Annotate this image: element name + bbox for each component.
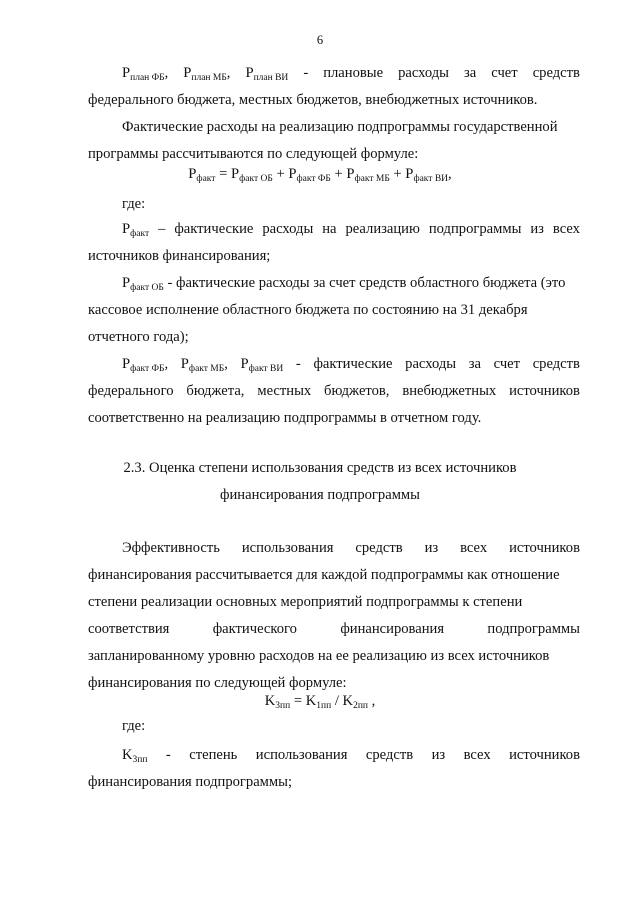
heading-line: 2.3. Оценка степени использования средств из всех источников: [123, 460, 517, 476]
word: бюджета,: [186, 383, 245, 399]
text-line: Фактические расходы на реализацию подпрограммы государственной: [122, 119, 558, 135]
justified-line: [88, 616, 580, 643]
word: счет: [493, 356, 521, 372]
word: –: [158, 221, 166, 237]
text-line: степени реализации основных мероприятий подпрограммы к степени: [88, 594, 523, 610]
text-line: кассовое исполнение областного бюджета по состоянию на 31 декабря: [88, 302, 528, 318]
word: $P_{факт ВИ}$: [240, 356, 284, 374]
word: фактические: [174, 221, 254, 237]
justified-line: [88, 60, 580, 87]
text-line: отчетного года);: [88, 329, 189, 345]
word: $P_{план ВИ}$: [245, 65, 289, 83]
word: $K_{3пп}$: [122, 747, 148, 765]
word: расходы: [405, 356, 457, 372]
word: внебюджетных: [402, 383, 497, 399]
word: средств: [532, 356, 580, 372]
word: соответствия: [88, 621, 170, 637]
word: бюджетов,: [324, 383, 390, 399]
justified-line: [88, 535, 580, 562]
word: за: [468, 356, 481, 372]
text-line: $P_{факт ОБ}$ - фактические расходы за счет средств областного бюджета (это: [122, 275, 566, 293]
word: из: [431, 747, 446, 763]
word: плановые: [323, 65, 384, 81]
word: фактического: [212, 621, 297, 637]
word: средств: [365, 747, 414, 763]
paragraph-p-fact-ob-definition: [88, 270, 580, 351]
word: подпрограммы: [487, 621, 580, 637]
text-line: финансирования подпрограммы;: [88, 774, 293, 790]
word: $P_{факт}$: [122, 221, 150, 239]
word: подпрограммы: [428, 221, 522, 237]
text-line: финансирования по следующей формуле:: [88, 675, 347, 691]
word: расходы: [398, 65, 449, 81]
word: всех: [460, 540, 488, 556]
justified-line: [88, 351, 580, 378]
word: источников: [509, 383, 580, 399]
justified-line: [88, 742, 580, 769]
text-line: федерального бюджета, местных бюджетов, внебюджетных источников.: [88, 92, 538, 108]
word: $P_{план МБ}$,: [183, 65, 231, 83]
word: источников: [509, 540, 580, 556]
word: счет: [491, 65, 518, 81]
word: степень: [189, 747, 238, 763]
heading-line: финансирования подпрограммы: [220, 487, 420, 503]
word: реализацию: [345, 221, 420, 237]
paragraph-efficiency: [88, 535, 580, 697]
word: $P_{факт МБ}$,: [180, 356, 228, 374]
paragraph-actual-expenses-intro: [88, 114, 580, 168]
word: всех: [552, 221, 580, 237]
word: Эффективность: [122, 540, 220, 556]
page-number: 6: [316, 33, 324, 47]
word: за: [464, 65, 477, 81]
label-where: где:: [122, 718, 146, 734]
justified-line: [88, 378, 580, 405]
word: -: [303, 65, 309, 81]
justified-line: [88, 216, 580, 243]
section-heading: [0, 455, 640, 509]
word: федерального: [88, 383, 174, 399]
word: использования: [255, 747, 348, 763]
word: на: [322, 221, 337, 237]
word: из: [530, 221, 544, 237]
text-line: запланированному уровню расходов на ее реализацию из всех источников: [88, 648, 550, 664]
text-line: программы рассчитываются по следующей формуле:: [88, 146, 419, 162]
label-where: где:: [122, 196, 146, 212]
word: использования: [241, 540, 334, 556]
word: финансирования: [340, 621, 445, 637]
word: $P_{факт ФБ}$,: [122, 356, 169, 374]
word: средств: [532, 65, 580, 81]
word: расходы: [262, 221, 314, 237]
text-line: финансирования рассчитывается для каждой подпрограммы как отношение: [88, 567, 560, 583]
paragraph-p-fact-fb-mb-vi-definition: [88, 351, 580, 432]
paragraph-k3-definition: [88, 742, 580, 796]
word: из: [424, 540, 439, 556]
word: местных: [257, 383, 312, 399]
word: фактические: [313, 356, 393, 372]
word: всех: [463, 747, 491, 763]
text-line: соответственно на реализацию подпрограммы в отчетном году.: [88, 410, 482, 426]
paragraph-planned-expenses: [88, 60, 580, 114]
paragraph-p-fact-definition: [88, 216, 580, 270]
word: источников: [509, 747, 580, 763]
formula-k3: $K_{3пп} = K_{1пп} / K_{2пп}$ ,: [264, 693, 376, 711]
word: -: [295, 356, 301, 372]
word: средств: [355, 540, 403, 556]
word: -: [165, 747, 171, 763]
text-line: источников финансирования;: [88, 248, 271, 264]
word: $P_{план ФБ}$,: [122, 65, 169, 83]
formula-actual-expenses: $P_{факт} = P_{факт ОБ} + P_{факт ФБ} + P_{факт МБ} + P_{факт ВИ}$,: [188, 166, 452, 184]
